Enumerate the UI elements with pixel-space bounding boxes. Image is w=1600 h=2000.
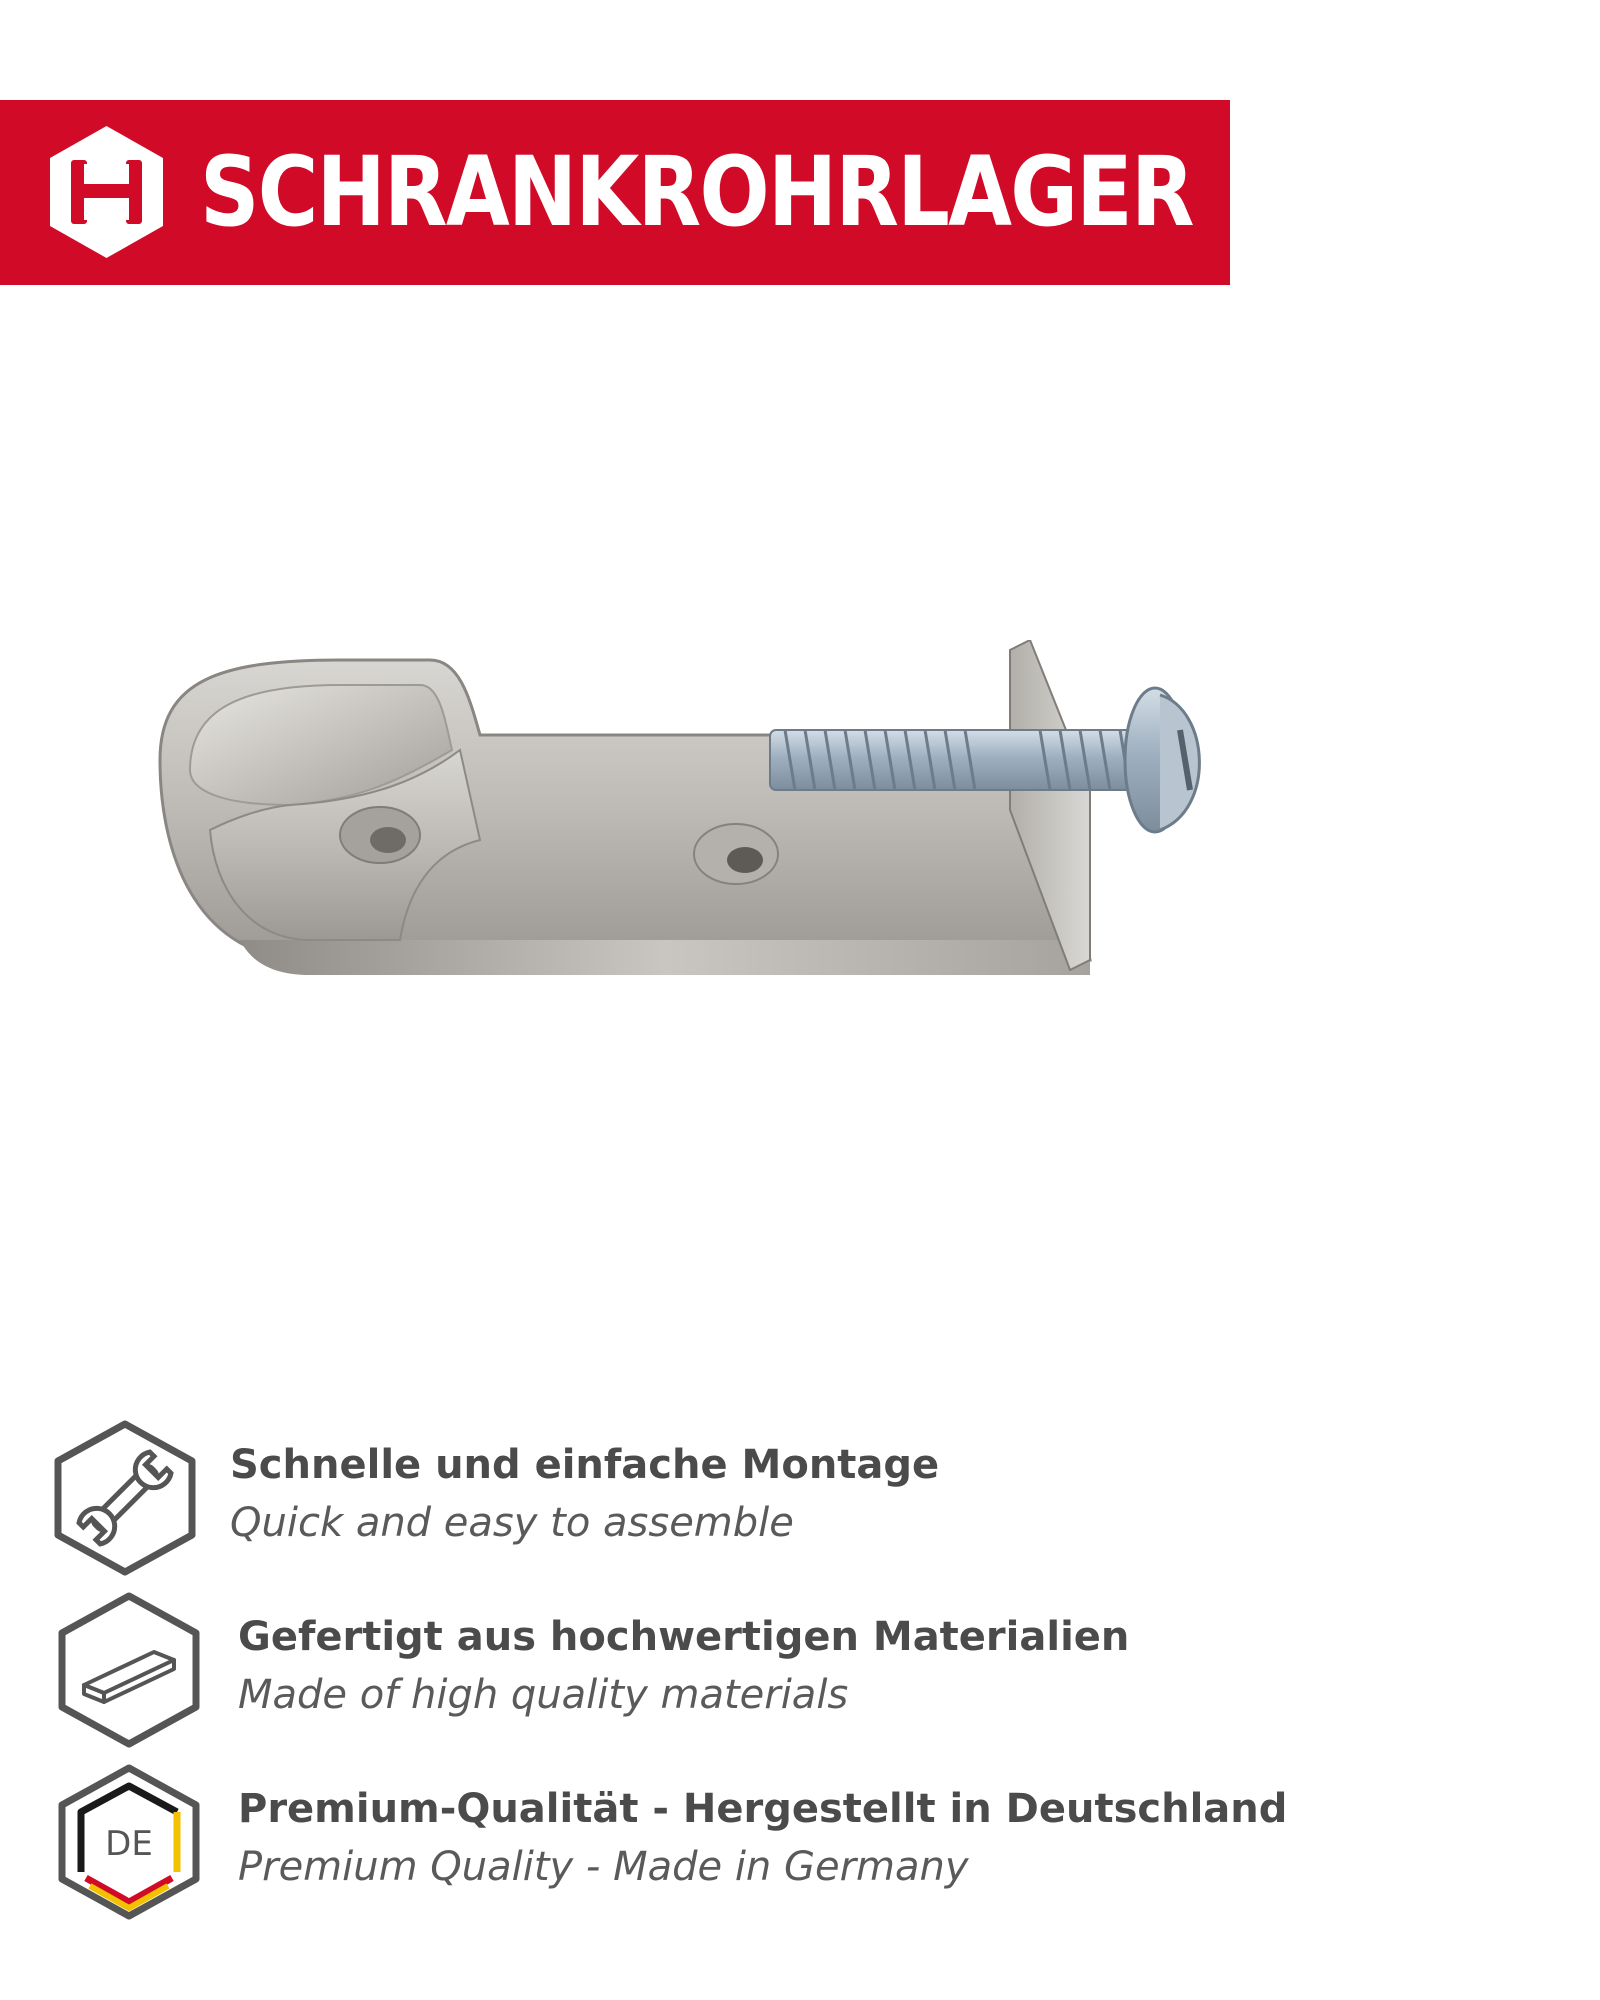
- germany-flag-hexagon-icon: [54, 1762, 204, 1922]
- material-bar-icon: [54, 1590, 204, 1750]
- feature-made-in-germany: [0, 1762, 1600, 1932]
- wrench-icon: [50, 1418, 200, 1578]
- de-badge: DE: [105, 1824, 153, 1864]
- feature-title-de: Gefertigt aus hochwertigen Materialien: [238, 1614, 1130, 1660]
- feature-title-de: Premium-Qualität - Hergestellt in Deutschland: [238, 1786, 1288, 1832]
- feature-title-en: Quick and easy to assemble: [230, 1500, 794, 1546]
- feature-title-de: Schnelle und einfache Montage: [230, 1442, 940, 1488]
- product-image: [140, 640, 1480, 1120]
- hexagon-h-logo-icon: [44, 120, 169, 264]
- feature-title-en: Premium Quality - Made in Germany: [238, 1844, 969, 1890]
- feature-materials: [0, 1590, 1600, 1760]
- banner-title: SCHRANKROHRLAGER: [200, 136, 1193, 248]
- title-banner: [0, 100, 1230, 285]
- feature-assembly: [0, 1418, 1600, 1588]
- feature-title-en: Made of high quality materials: [238, 1672, 849, 1718]
